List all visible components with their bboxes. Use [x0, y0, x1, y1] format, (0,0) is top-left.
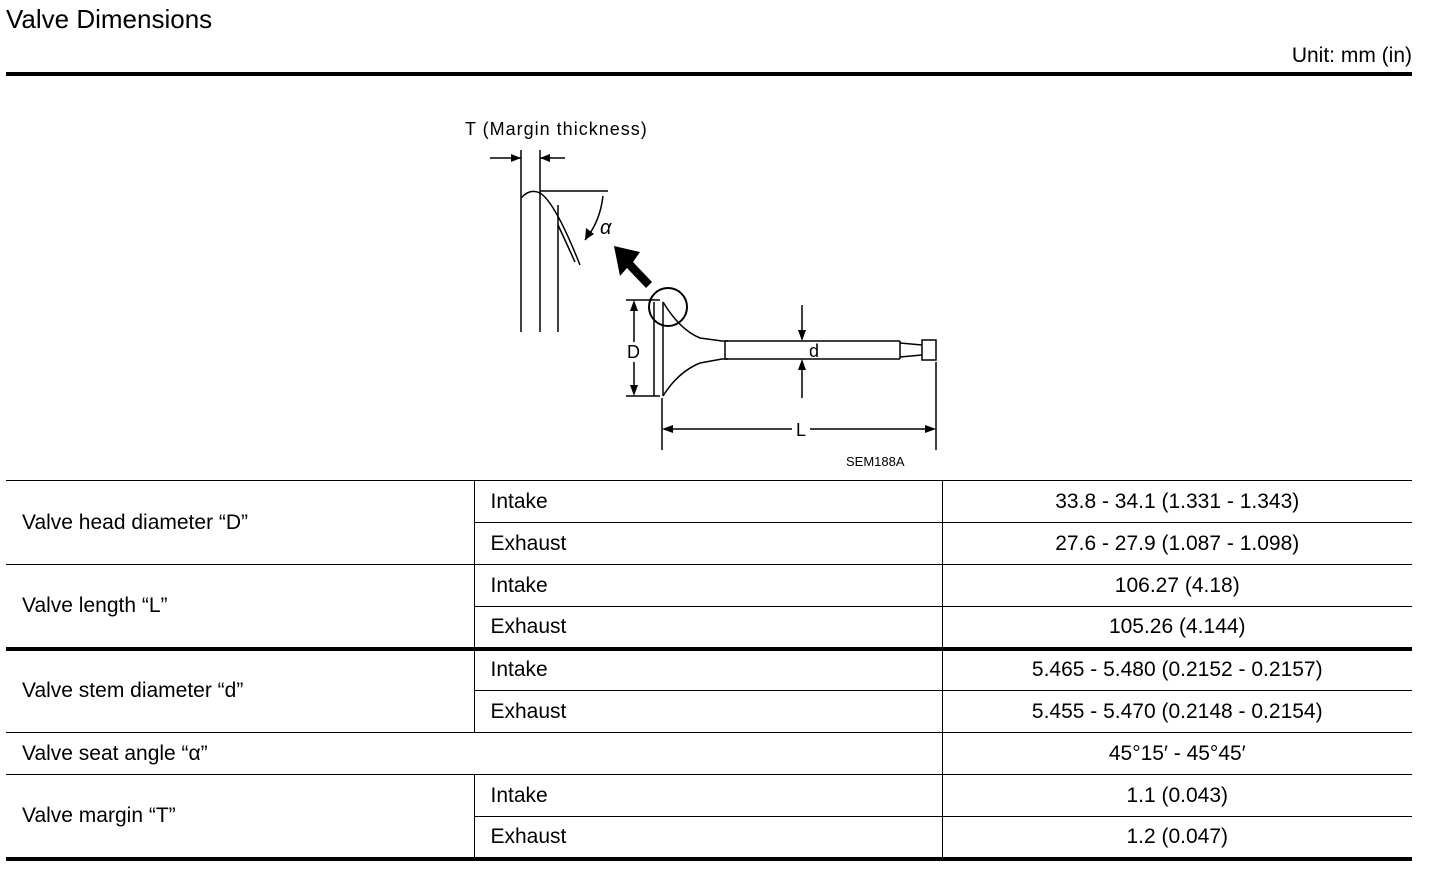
seat-angle-value: 45°15′ - 45°45′ [942, 733, 1412, 775]
page-title: Valve Dimensions [6, 4, 213, 34]
detail-pointer-arrow [614, 246, 652, 288]
intake-value: 106.27 (4.18) [942, 565, 1412, 607]
table-row [6, 733, 1412, 775]
valve-dimensions-table [6, 480, 1412, 861]
row-label: Valve seat angle “α” [6, 733, 942, 775]
exhaust-value: 105.26 (4.144) [942, 607, 1412, 649]
detail-face-curve [558, 225, 575, 262]
alpha-label: α [600, 217, 612, 239]
head-diameter-label: D [627, 342, 640, 362]
exhaust-label: Exhaust [474, 607, 942, 649]
exhaust-label: Exhaust [474, 523, 942, 565]
stem-diameter-label: d [809, 341, 820, 361]
exhaust-label: Exhaust [474, 691, 942, 733]
margin-thickness-label: T (Margin thickness) [465, 119, 648, 139]
figure-code: SEM188A [846, 454, 905, 469]
row-label: Valve stem diameter “d” [6, 649, 474, 733]
intake-value: 1.1 (0.043) [942, 775, 1412, 817]
table-row [6, 565, 1412, 607]
unit-label: Unit: mm (in) [1291, 44, 1412, 67]
exhaust-value: 5.455 - 5.470 (0.2148 - 0.2154) [942, 691, 1412, 733]
intake-label: Intake [474, 565, 942, 607]
table-row [6, 649, 1412, 691]
intake-value: 33.8 - 34.1 (1.331 - 1.343) [942, 481, 1412, 523]
table-row [6, 481, 1412, 523]
intake-label: Intake [474, 649, 942, 691]
length-label: L [796, 420, 807, 440]
intake-value: 5.465 - 5.480 (0.2152 - 0.2157) [942, 649, 1412, 691]
exhaust-label: Exhaust [474, 817, 942, 859]
exhaust-value: 1.2 (0.047) [942, 817, 1412, 859]
intake-label: Intake [474, 481, 942, 523]
row-label: Valve margin “T” [6, 775, 474, 859]
row-label: Valve head diameter “D” [6, 481, 474, 565]
table-row [6, 775, 1412, 817]
row-label: Valve length “L” [6, 565, 474, 649]
exhaust-value: 27.6 - 27.9 (1.087 - 1.098) [942, 523, 1412, 565]
intake-label: Intake [474, 775, 942, 817]
